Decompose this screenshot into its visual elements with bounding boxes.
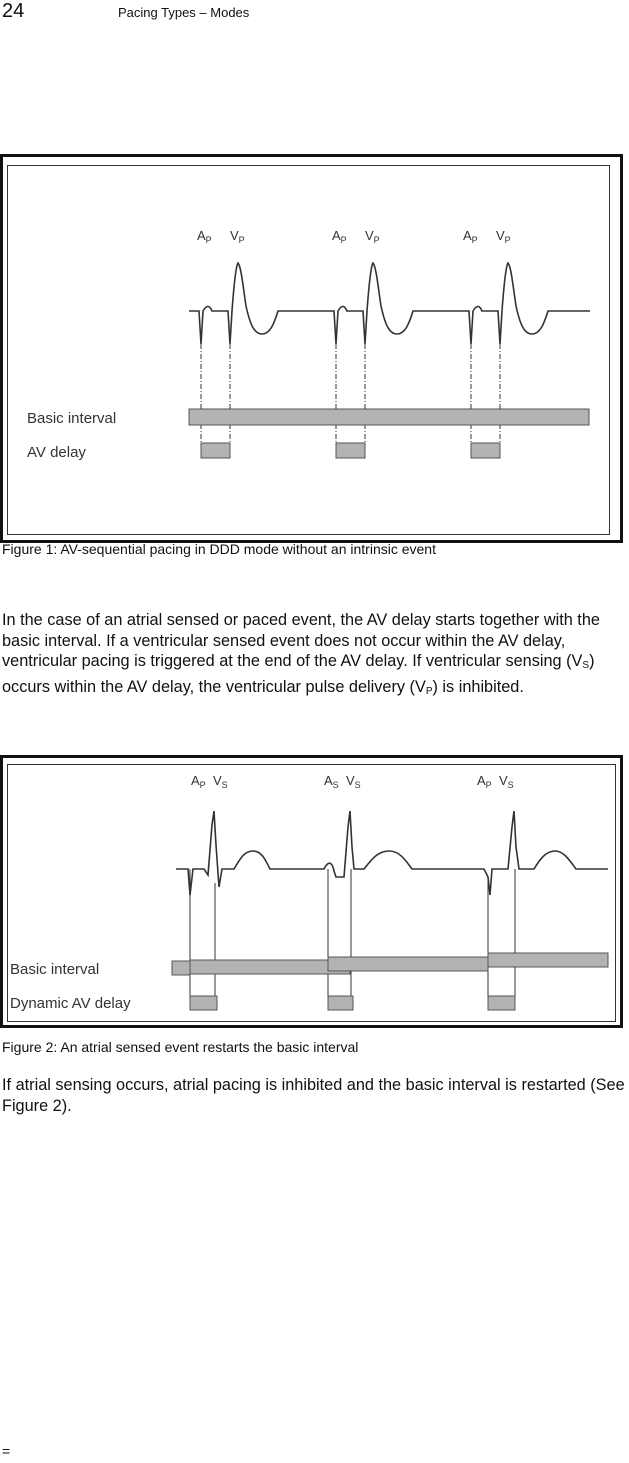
body-paragraph-2: If atrial sensing occurs, atrial pacing is inhibited and the basic interval is restarted (See Figure 2). <box>2 1076 625 1115</box>
fig2-label-dynamic-av-delay: Dynamic AV delay <box>10 995 131 1012</box>
svg-text:AS: $A_S$ <box>324 773 339 790</box>
fig1-av-delay-box <box>336 443 365 458</box>
figure-1-diagram <box>8 166 609 534</box>
body-paragraph-1 <box>2 610 629 702</box>
svg-text:VP: $V_P$ <box>496 228 511 245</box>
paragraph-1-sub-p: P <box>425 685 433 697</box>
fig1-basic-interval-bar <box>189 409 589 425</box>
fig2-av-delay-box <box>328 996 353 1010</box>
fig1-event-label-2 <box>332 228 380 245</box>
svg-text:VP: $V_P$ <box>365 228 380 245</box>
svg-text:AP: $A_P$ <box>463 228 478 245</box>
svg-text:AP: $A_P$ <box>191 773 206 790</box>
paragraph-1-text-c: ) is inhibited. <box>432 677 524 696</box>
fig2-event-label-2 <box>324 773 361 790</box>
fig1-av-delay-box <box>471 443 500 458</box>
fig1-event-label-3 <box>463 228 511 245</box>
paragraph-1-sub-s: S <box>582 660 590 671</box>
fig1-event-label-1 <box>197 228 245 245</box>
fig1-ecg-trace <box>189 263 590 344</box>
fig2-label-basic-interval: Basic interval <box>10 961 100 978</box>
svg-text:VP: $V_P$ <box>230 228 245 245</box>
fig1-av-delay-box <box>201 443 230 458</box>
svg-text:VS: $V_S$ <box>213 773 228 790</box>
svg-text:VS: $V_S$ <box>346 773 361 790</box>
fig2-ecg-trace <box>176 811 608 895</box>
fig2-av-delay-box <box>488 996 515 1010</box>
figure-2-caption: Figure 2: An atrial sensed event restarts the basic interval <box>2 1039 359 1055</box>
footer-mark: = <box>2 1443 11 1459</box>
fig2-basic-interval-bar <box>328 957 488 971</box>
page-number: 24 <box>2 0 25 22</box>
header-title: Pacing Types – Modes <box>118 5 250 20</box>
figure-2-diagram <box>8 765 615 1021</box>
svg-text:AP: $A_P$ <box>197 228 212 245</box>
figure-1 <box>0 154 623 543</box>
svg-text:AP: $A_P$ <box>332 228 347 245</box>
fig2-basic-interval-bar <box>488 953 608 967</box>
fig2-event-label-1 <box>191 773 228 790</box>
figure-2 <box>0 755 623 1028</box>
paragraph-1-text-a: In the case of an atrial sensed or paced event, the AV delay starts together with the basic interval. If a ventricular sensed event does not occur within the AV delay, ventricular pacing is triggered at the end of the AV delay. If ventricular sensing (V <box>2 611 600 670</box>
fig1-label-basic-interval: Basic interval <box>27 410 117 427</box>
fig1-label-av-delay: AV delay <box>27 444 86 461</box>
svg-text:VS: $V_S$ <box>499 773 514 790</box>
paragraph-1-text-b: ) occurs within the AV delay, the ventricular pulse delivery (V <box>2 652 595 696</box>
fig2-basic-interval-bar <box>190 960 350 974</box>
figure-1-caption: Figure 1: AV-sequential pacing in DDD mode without an intrinsic event <box>2 541 436 557</box>
fig1-guide-lines <box>201 344 500 448</box>
fig2-vertical-lines <box>190 869 515 1007</box>
svg-text:AP: $A_P$ <box>477 773 492 790</box>
fig2-basic-interval-bar <box>172 961 190 975</box>
fig2-av-delay-box <box>190 996 217 1010</box>
fig2-event-label-3 <box>477 773 514 790</box>
